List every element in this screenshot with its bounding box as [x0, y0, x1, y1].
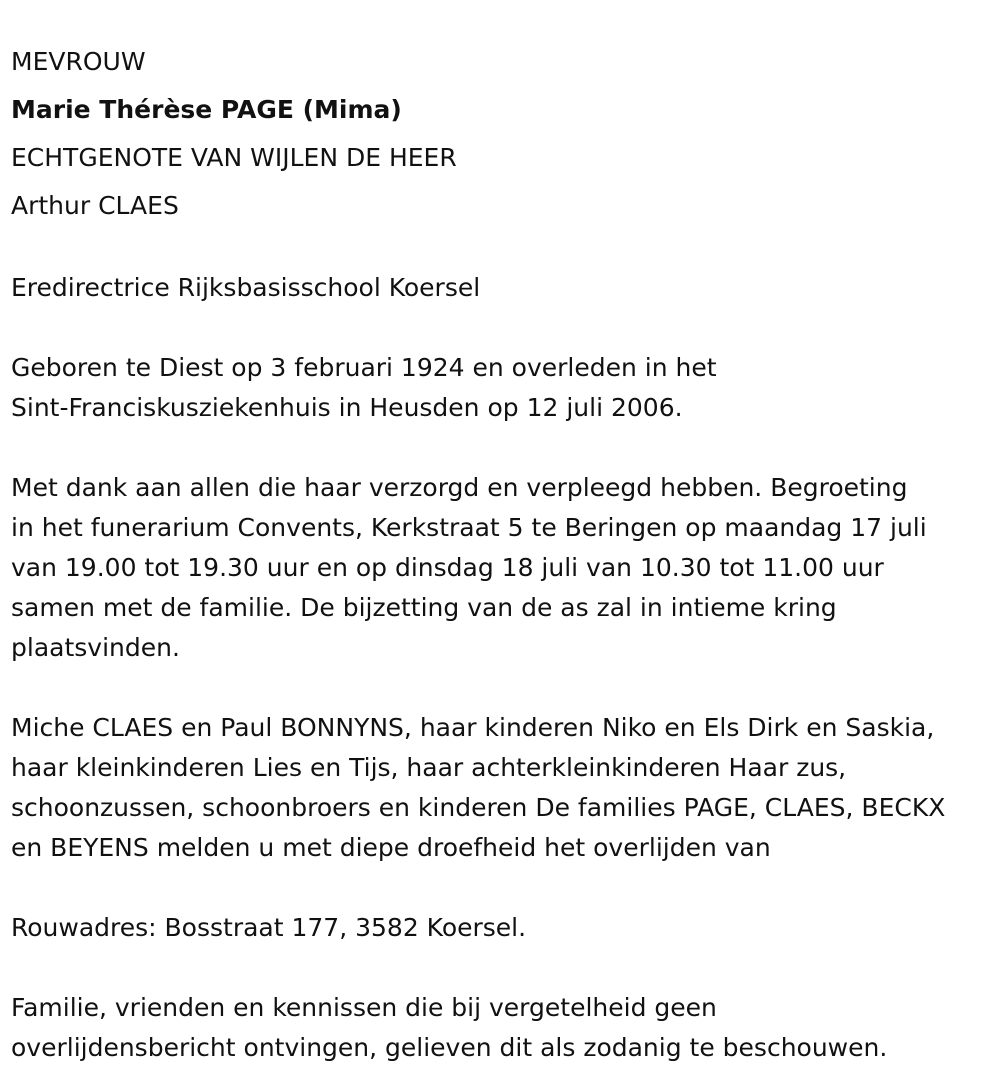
function-line: Eredirectrice Rijksbasisschool Koersel: [11, 273, 481, 302]
spacer: [11, 230, 990, 268]
spouse-label: ECHTGENOTE VAN WIJLEN DE HEER: [11, 143, 457, 172]
spacer: [11, 948, 990, 988]
spacer: [11, 868, 990, 908]
spacer: [11, 668, 990, 708]
honorific: MEVROUW: [11, 47, 146, 76]
address-line: Rouwadres: Bosstraat 177, 3582 Koersel.: [11, 913, 527, 942]
spacer: [11, 308, 990, 348]
closing-paragraph: Familie, vrienden en kennissen die bij vergetelheid geen overlijdensbericht ontvingen, gelieven dit als zodanig te beschouwen.: [11, 993, 888, 1062]
spacer: [11, 428, 990, 468]
birth-death-paragraph: Geboren te Diest op 3 februari 1924 en overleden in het Sint-Franciskusziekenhuis in Heusden op 12 juli 2006.: [11, 353, 717, 422]
spouse-name: Arthur CLAES: [11, 191, 179, 220]
thanks-paragraph: Met dank aan allen die haar verzorgd en verpleegd hebben. Begroeting in het funerarium Convents, Kerkstraat 5 te Beringen op maandag 17 juli van 19.00 tot 19.30 uur en op dinsdag 18 juli van 10.30 tot 11.00 uur samen met de familie. De bijzetting van de as zal in intieme kring plaatsvinden.: [11, 473, 927, 662]
deceased-name: Marie Thérèse PAGE (Mima): [11, 95, 402, 124]
family-paragraph: Miche CLAES en Paul BONNYNS, haar kinderen Niko en Els Dirk en Saskia, haar kleinkinderen Lies en Tijs, haar achterkleinkinderen Haar zus, schoonzussen, schoonbroers en kinderen De families PAGE, CLAES, BECKX en BEYENS melden u met diepe droefheid het overlijden van: [11, 713, 946, 862]
